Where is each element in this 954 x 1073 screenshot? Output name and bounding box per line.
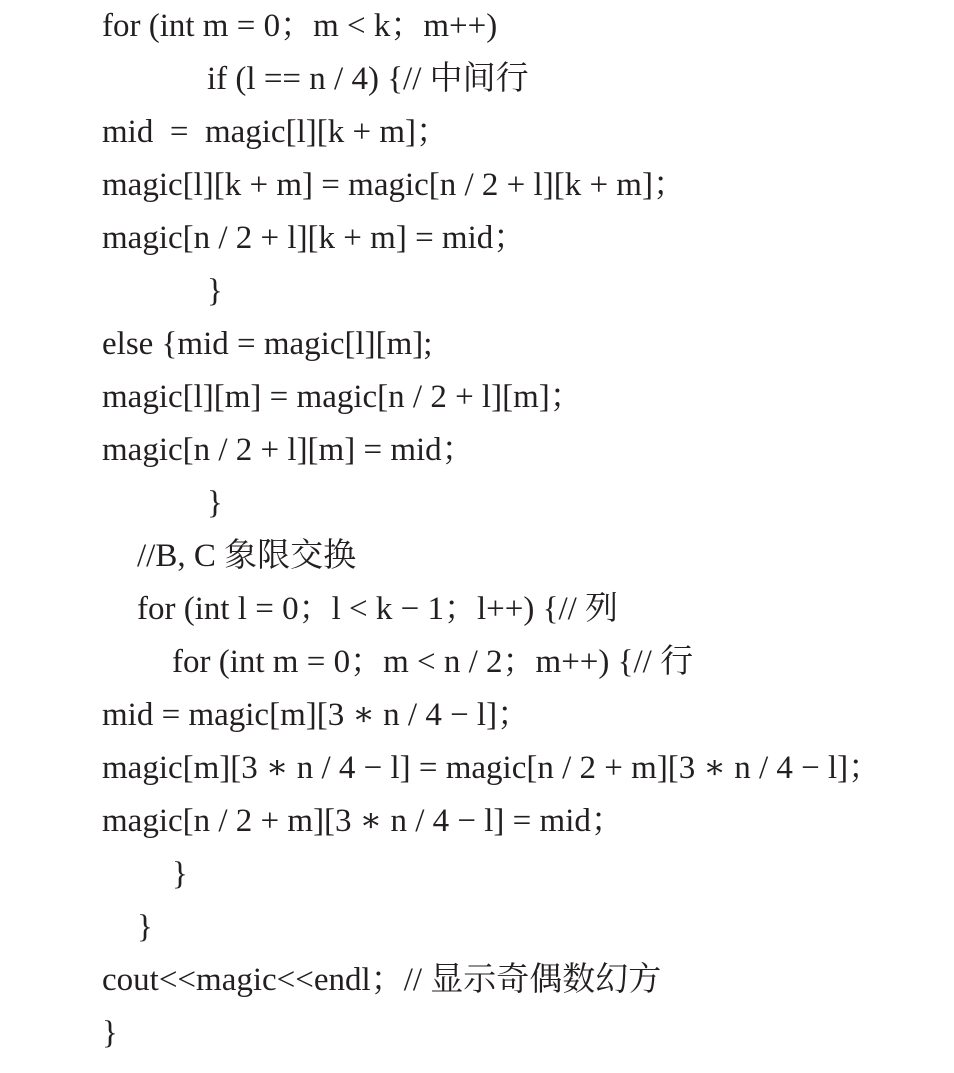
code-line-10: } <box>207 485 223 521</box>
code-line-19: cout<<magic<<endl；// 显示奇偶数幻方 <box>102 962 662 998</box>
code-line-18: } <box>137 909 153 945</box>
code-line-12: for (int l = 0；l < k − 1；l++) {// 列 <box>137 591 619 627</box>
code-line-14: mid = magic[m][3 ∗ n / 4 − l]； <box>102 697 531 733</box>
code-line-11: //B, C 象限交换 <box>137 538 357 574</box>
code-line-17: } <box>172 856 188 892</box>
code-line-7: else {mid = magic[l][m]; <box>102 326 433 362</box>
code-line-1: for (int m = 0；m < k；m++) <box>102 8 498 44</box>
code-line-3: mid = magic[l][k + m]； <box>102 114 449 150</box>
code-line-6: } <box>207 273 223 309</box>
code-line-15: magic[m][3 ∗ n / 4 − l] = magic[n / 2 + m][3 ∗ n / 4 − l]； <box>102 750 882 786</box>
code-line-13: for (int m = 0；m < n / 2；m++) {// 行 <box>172 644 694 680</box>
code-line-8: magic[l][m] = magic[n / 2 + l][m]； <box>102 379 583 415</box>
code-line-4: magic[l][k + m] = magic[n / 2 + l][k + m]； <box>102 167 686 203</box>
code-line-2: if (l == n / 4) {// 中间行 <box>207 61 529 97</box>
code-line-20: } <box>102 1015 118 1051</box>
code-line-9: magic[n / 2 + l][m] = mid； <box>102 432 475 468</box>
code-line-5: magic[n / 2 + l][k + m] = mid； <box>102 220 527 256</box>
code-line-16: magic[n / 2 + m][3 ∗ n / 4 − l] = mid； <box>102 803 624 839</box>
